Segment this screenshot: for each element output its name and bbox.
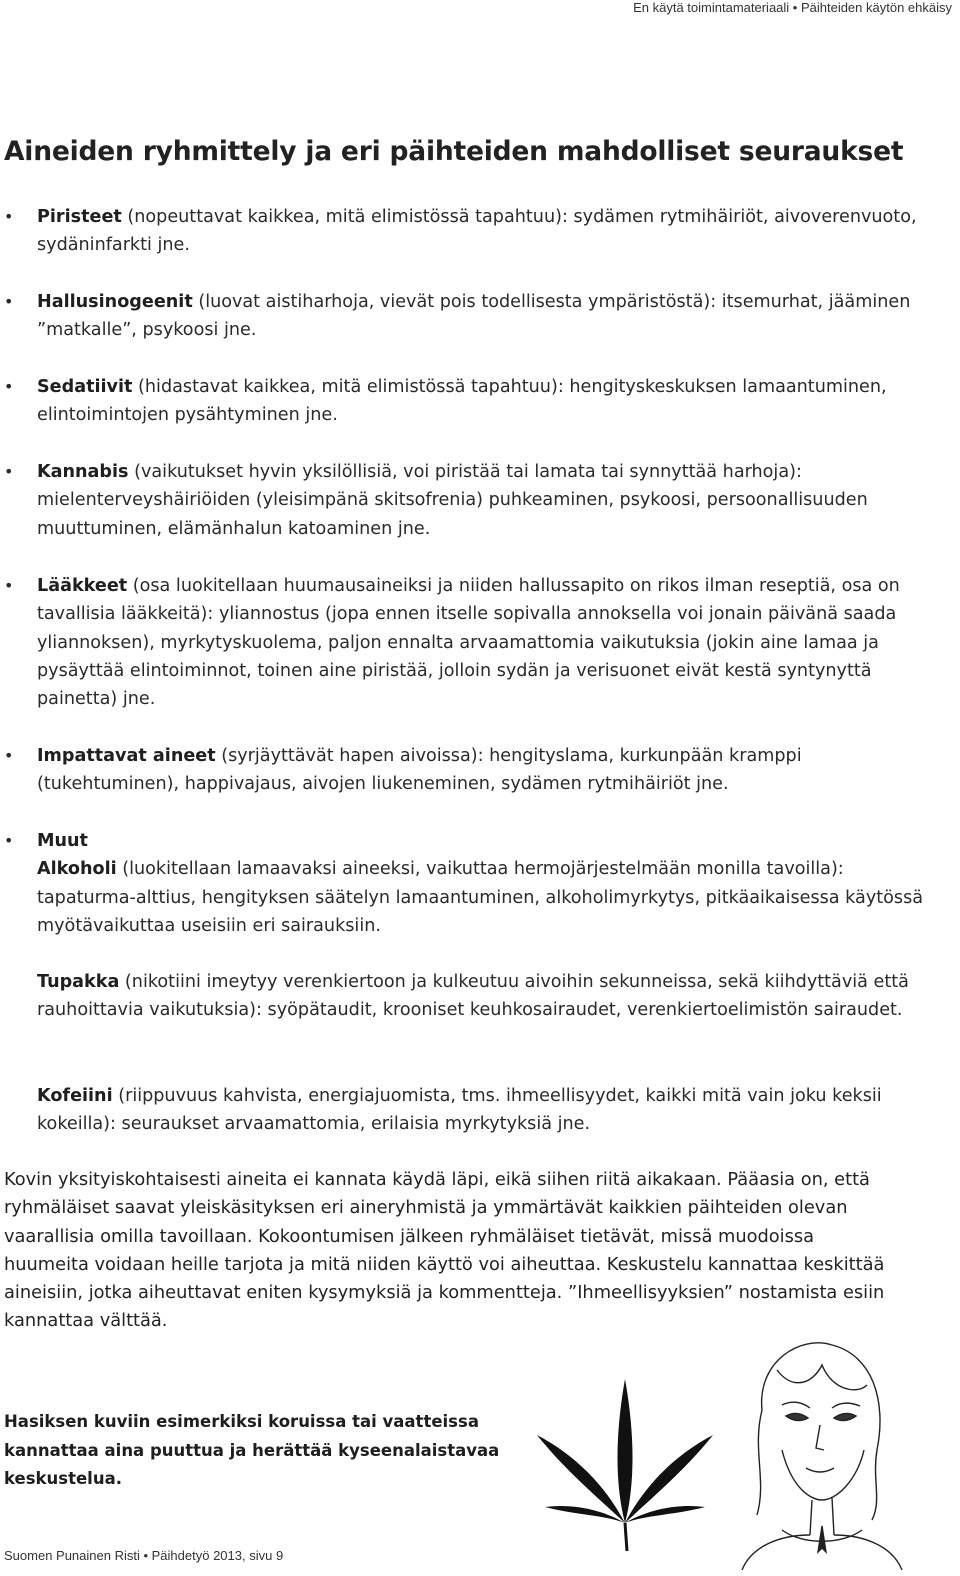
item-term: Piristeet [37,207,122,227]
item-text: (hidastavat kaikkea, mitä elimistössä tapahtuu): hengityskeskuksen lamaantuminen, elintoimintojen pysähtyminen jne. [37,377,887,426]
closing-paragraph: Kovin yksityiskohtaisesti aineita ei kannata käydä läpi, eikä siihen riitä aikakaan. Pääasia on, että ryhmäläiset saavat yleiskäsityksen eri aineryhmistä ja ymmärtävät kaikkien päihteiden olevan vaarallisia omilla tavoillaan. Kokoontumisen jälkeen ryhmäläiset tietävät, missä muodoissa huumeita voidaan heille tarjota ja mitä niiden käyttö voi aiheuttaa. Keskustelu kannattaa keskittää aineisiin, jotka aiheuttavat eniten kysymyksiä ja kommentteja. ”Ihmeellisyyksien” nostamista esiin kannattaa välttää. [4,1169,885,1332]
bullet-icon: • [4,462,14,481]
page-title: Aineiden ryhmittely ja eri päihteiden mahdolliset seuraukset [4,136,904,167]
item-text: (luovat aistiharhoja, vievät pois todellisesta ympäristöstä): itsemurhat, jääminen ”matkalle”, psykoosi jne. [37,292,911,341]
kofeiini-text: (riippuvuus kahvista, energiajuomista, tms. ihmeellisyydet, kaikki mitä vain joku keksii kokeilla): seuraukset arvaamattomia, erilaisia myrkytyksiä jne. [37,1086,882,1135]
girl-with-pendant-sketch [722,1330,912,1570]
item-term: Impattavat aineet [37,746,216,766]
bullet-icon: • [4,831,14,850]
tupakka-term: Tupakka [37,972,120,992]
item-term: Lääkkeet [37,576,128,596]
item-text: (vaikutukset hyvin yksilöllisiä, voi piristää tai lamata tai synnyttää harhoja): mielenterveyshäiriöiden (yleisimpänä skitsofrenia) puhkeaminen, psykoosi, persoonallisuuden muuttuminen, elämänhalun katoaminen jne. [37,462,868,539]
item-text: (osa luokitellaan huumausaineiksi ja niiden hallussapito on rikos ilman reseptiä, osa on tavallisia lääkkeitä): yliannostus (jopa ennen itselle sopivalla annoksella voi jonain päivänä saada yliannoksen), myrkytyskuolema, paljon ennalta arvaamattomia vaikutuksia (jokin aine lamaa ja pysäyttää elintoiminnot, toinen aine piristää, jolloin sydän ja verisuonet eivät kestä syntynyttä painetta) jne. [37,576,900,710]
item-text: (syrjäyttävät hapen aivoissa): hengityslama, kurkunpään kramppi (tukehtuminen), happivajaus, aivojen liukeneminen, sydämen rytmihäiriöt jne. [37,746,802,795]
alkoholi-term: Alkoholi [37,859,117,880]
bullet-icon: • [4,576,14,595]
bullet-icon: • [4,207,14,226]
item-term: Hallusinogeenit [37,292,193,312]
running-header: En käytä toimintamateriaali • Päihteiden käytön ehkäisy [633,0,952,15]
list-item-hallusinogeenit [4,288,937,345]
muut-heading: Muut [37,831,88,851]
list-item-piristeet [4,203,937,260]
item-term: Sedatiivit [37,377,133,397]
item-text: (nopeuttavat kaikkea, mitä elimistössä tapahtuu): sydämen rytmihäiriöt, aivoverenvuoto, sydäninfarkti jne. [37,207,917,256]
cannabis-leaf-icon [535,1375,715,1555]
alkoholi-text: (luokitellaan lamaavaksi aineeksi, vaikuttaa hermojärjestelmään monilla tavoilla): tapaturma-alttius, hengityksen säätelyn lamaantuminen, alkoholimyrkytys, pitkäaikaisessa käytössä myötävaikuttaa useisiin eri sairauksiin. [37,859,924,936]
list-item-muut [4,827,937,940]
tupakka-paragraph [37,968,937,1025]
page-footer: Suomen Punainen Risti • Päihdetyö 2013, sivu 9 [4,1548,284,1563]
list-item-sedatiivit [4,373,937,430]
list-item-impattavat [4,742,937,799]
item-term: Kannabis [37,462,129,482]
bullet-icon: • [4,746,14,765]
tupakka-text: (nikotiini imeytyy verenkiertoon ja kulkeutuu aivoihin sekunneissa, sekä kiihdyttäviä että rauhoittavia vaikutuksia): syöpätaudit, krooniset keuhkosairaudet, verenkiertoelimistön sairaudet. [37,972,909,1021]
hashish-callout: Hasiksen kuviin esimerkiksi koruissa tai vaatteissa kannattaa aina puuttua ja herättää kyseenalaistavaa keskustelua. [4,1412,500,1488]
list-item-laakkeet [4,572,937,713]
bullet-icon: • [4,377,14,396]
bullet-icon: • [4,292,14,311]
list-item-kannabis [4,458,937,543]
kofeiini-paragraph [37,1082,937,1139]
kofeiini-term: Kofeiini [37,1086,113,1106]
